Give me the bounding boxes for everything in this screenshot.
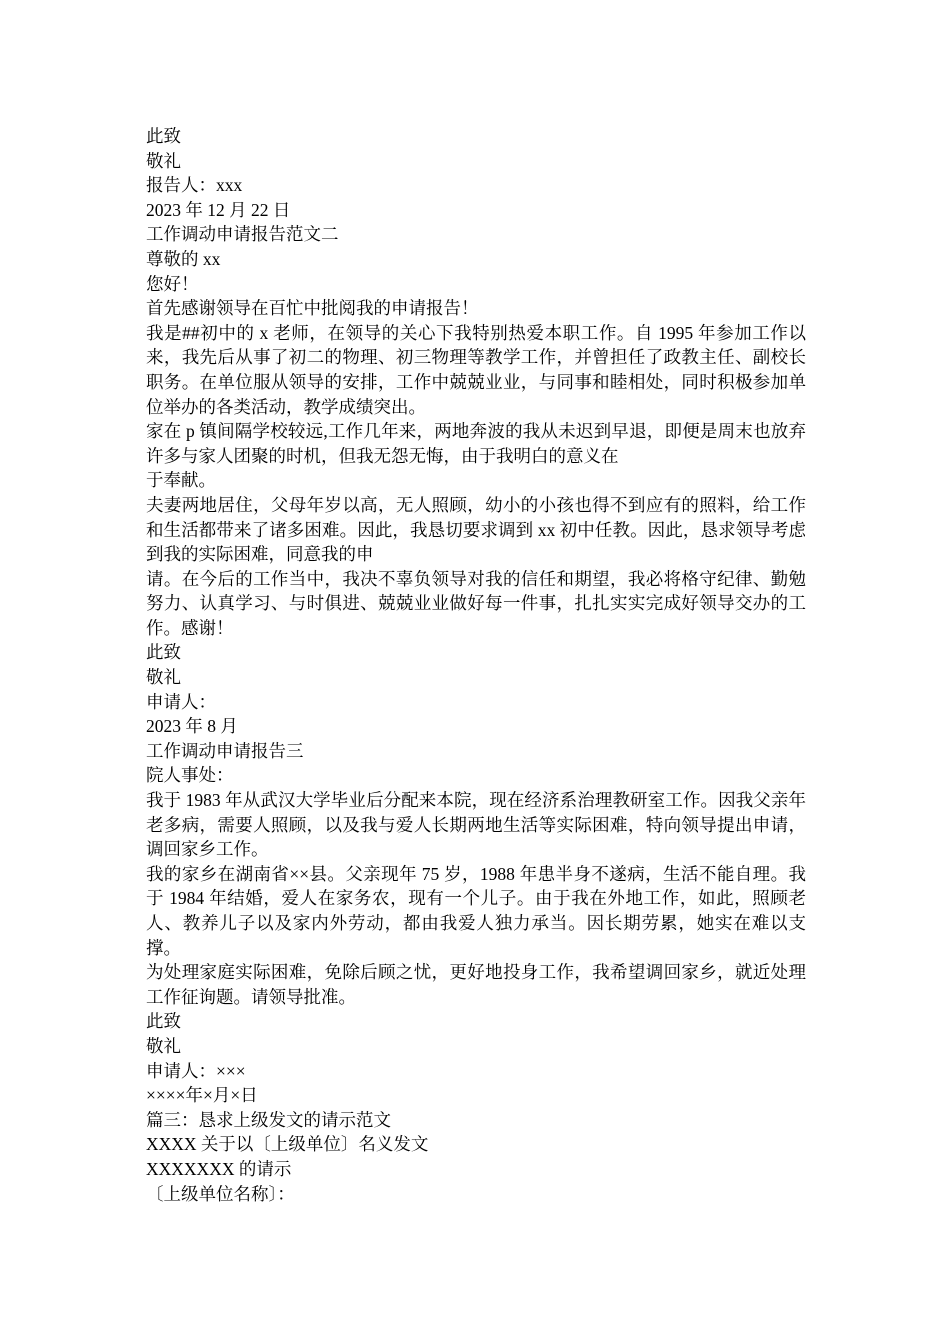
section-title-2: 工作调动申请报告范文二	[146, 224, 339, 245]
paragraph: 为处理家庭实际困难，免除后顾之忧，更好地投身工作，我希望调回家乡，就近处理工作征询题。请领导批准。	[146, 962, 806, 1007]
closing-salutation: 此致	[146, 126, 181, 146]
paragraph: 请。在今后的工作当中，我决不辜负领导对我的信任和期望，我必将格守纪律、勤勉努力、认真学习、与时俱进、兢兢业业做好每一件事，扎扎实实完成好领导交办的工作。感谢！	[146, 568, 806, 638]
paragraph: 家在 p 镇间隔学校较远,工作几年来，两地奔波的我从未迟到早退，即便是周末也放弃许多与家人团聚的时机，但我无怨无悔，由于我明白的意义在	[146, 421, 806, 466]
applicant-signature: 申请人：	[146, 691, 216, 712]
report-date: 2023 年 12 月 22 日	[146, 199, 291, 220]
document-page	[146, 124, 806, 1206]
section-title-3: 工作调动申请报告三	[146, 740, 304, 761]
request-title-line-2: XXXXXXX 的请示	[146, 1158, 292, 1179]
addressee: 〔上级单位名称〕：	[146, 1183, 295, 1204]
paragraph: 我于 1983 年从武汉大学毕业后分配来本院，现在经济系治理教研室工作。因我父亲年老多病，需要人照顾，以及我与爱人长期两地生活等实际困难，特向领导提出申请，调回家乡工作。	[146, 790, 806, 860]
request-title-line-1: XXXX 关于以〔上级单位〕名义发文	[146, 1134, 429, 1155]
addressee: 尊敬的 xx	[146, 248, 221, 269]
closing-salutation: 此致	[146, 642, 181, 663]
paragraph: 我的家乡在湖南省××县。父亲现年 75 岁，1988 年患半身不遂病，生活不能自理。我于 1984 年结婚，爱人在家务农，现有一个儿子。由于我在外地工作，如此，照顾老人、教养儿子以及家内外劳动，都由我爱人独力承当。因长期劳累，她实在难以支撑。	[146, 863, 806, 958]
closing-regards: 敬礼	[146, 667, 181, 688]
closing-salutation: 此致	[146, 1011, 181, 1032]
applicant-signature: 申请人：×××	[146, 1060, 246, 1081]
addressee: 院人事处：	[146, 765, 234, 786]
paragraph: 夫妻两地居住，父母年岁以高，无人照顾，幼小的小孩也得不到应有的照料，给工作和生活都带来了诸多困难。因此，我恳切要求调到 xx 初中任教。因此，恳求领导考虑到我的实际困难，同意我的申	[146, 494, 806, 565]
paragraph: 于奉献。	[146, 470, 216, 491]
application-date: ××××年×月×日	[146, 1085, 258, 1106]
paragraph: 我是##初中的 x 老师，在领导的关心下我特别热爱本职工作。自 1995 年参加工作以来，我先后从事了初二的物理、初三物理等教学工作，并曾担任了政教主任、副校长职务。在单位服从领导的安排，工作中兢兢业业，与同事和睦相处，同时积极参加单位举办的各类活动，教学成绩突出。	[146, 322, 806, 417]
closing-regards: 敬礼	[146, 1035, 181, 1056]
reporter-signature: 报告人：xxx	[146, 175, 243, 196]
section-title-4: 篇三：恳求上级发文的请示范文	[146, 1109, 391, 1130]
application-date: 2023 年 8 月	[146, 716, 238, 737]
greeting: 您好！	[146, 273, 199, 294]
paragraph: 首先感谢领导在百忙中批阅我的申请报告！	[146, 298, 479, 319]
closing-regards: 敬礼	[146, 150, 181, 171]
